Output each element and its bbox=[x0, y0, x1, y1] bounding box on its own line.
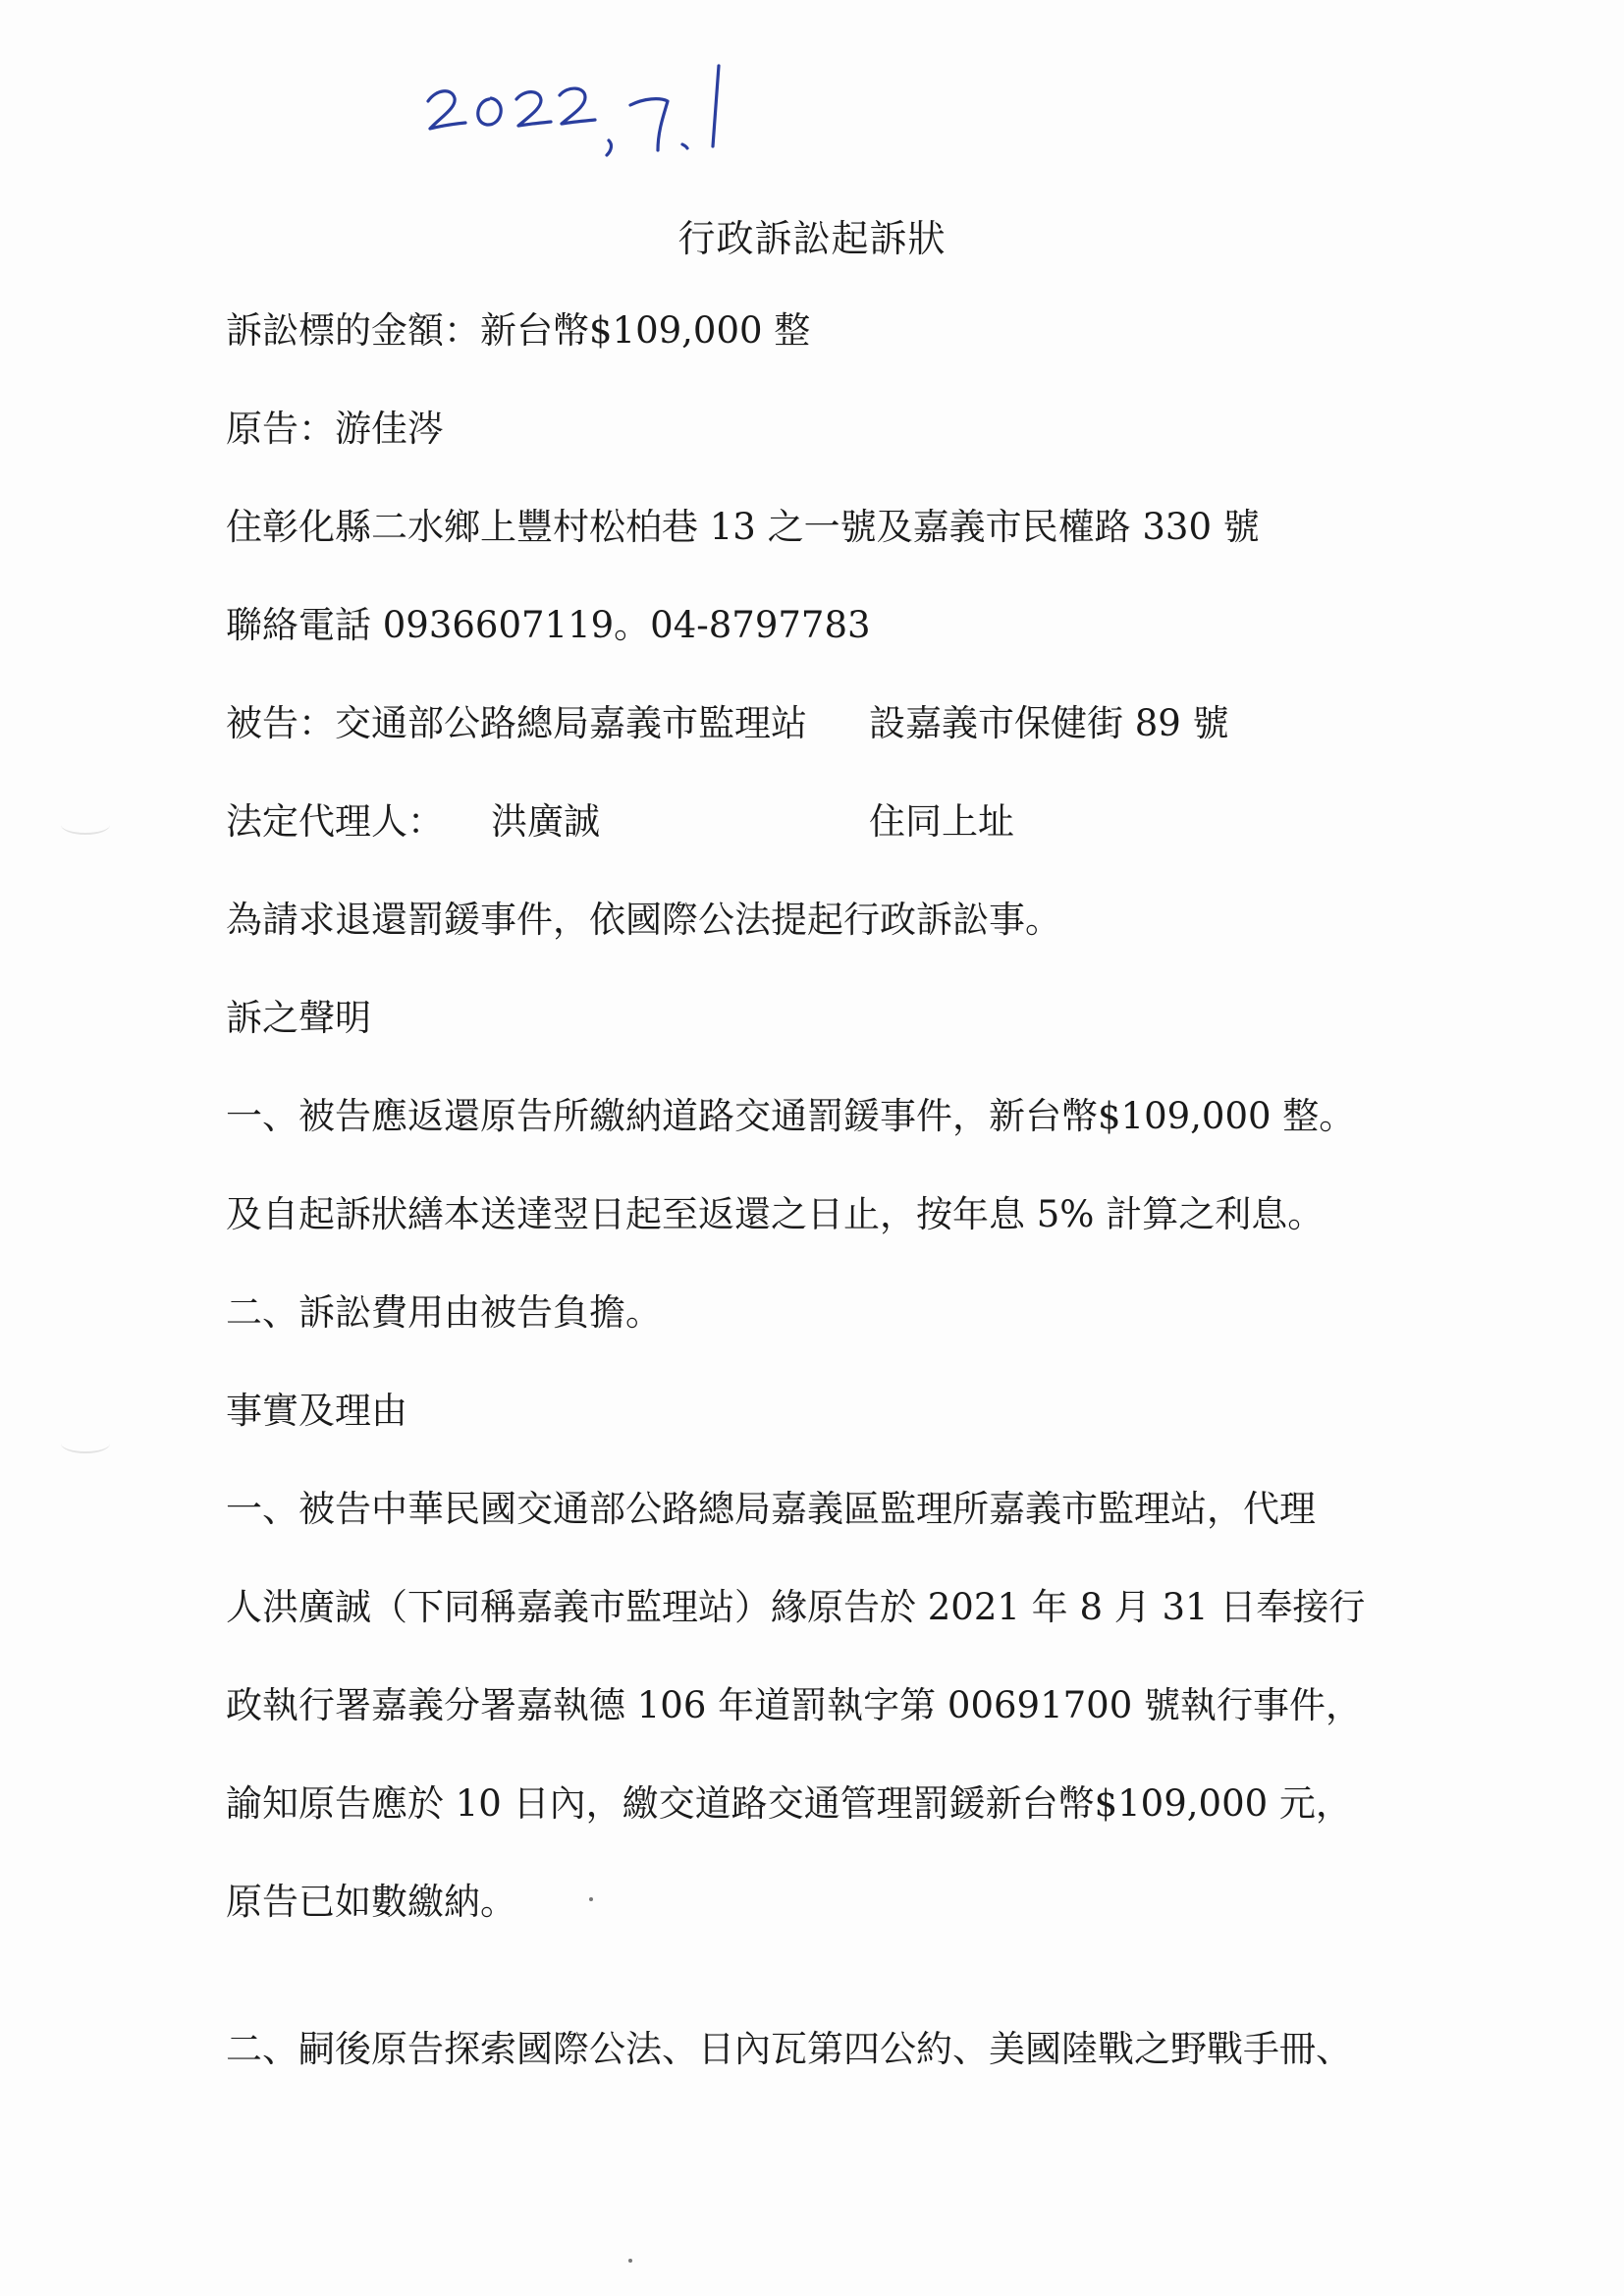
claim-1-line-1: 一、被告應返還原告所繳納道路交通罰鍰事件，新台幣$109,000 整。 bbox=[226, 1095, 1356, 1137]
claims-heading: 訴之聲明 bbox=[226, 997, 371, 1039]
agent-name: 洪廣誠 bbox=[491, 800, 600, 843]
defendant-label: 被告：交通部公路總局嘉義市監理站 bbox=[226, 702, 807, 744]
purpose-line: 為請求退還罰鍰事件，依國際公法提起行政訴訟事。 bbox=[226, 899, 1061, 941]
scan-speck bbox=[589, 1897, 593, 1901]
handwritten-date-drawing bbox=[422, 54, 746, 162]
plaintiff-phone-line: 聯絡電話 0936607119。04-8797783 bbox=[226, 604, 871, 646]
plaintiff-address-line: 住彰化縣二水鄉上豐村松柏巷 13 之一號及嘉義市民權路 330 號 bbox=[226, 506, 1260, 548]
claim-1-line-2: 及自起訴狀繕本送達翌日起至返還之日止，按年息 5% 計算之利息。 bbox=[226, 1193, 1325, 1235]
fact-1-line-5: 原告已如數繳納。 bbox=[226, 1881, 516, 1923]
agent-label: 法定代理人： bbox=[226, 800, 444, 843]
fact-1-line-1: 一、被告中華民國交通部公路總局嘉義區監理所嘉義市監理站，代理 bbox=[226, 1488, 1316, 1530]
facts-heading: 事實及理由 bbox=[226, 1390, 407, 1432]
fact-1-line-3: 政執行署嘉義分署嘉執德 106 年道罰執字第 00691700 號執行事件， bbox=[226, 1684, 1362, 1726]
fact-1-line-4: 諭知原告應於 10 日內，繳交道路交通管理罰鍰新台幣$109,000 元， bbox=[226, 1782, 1352, 1825]
fact-1-line-2: 人洪廣誠（下同稱嘉義市監理站）緣原告於 2021 年 8 月 31 日奉接行 bbox=[226, 1586, 1366, 1628]
defendant-address: 設嘉義市保健街 89 號 bbox=[869, 702, 1229, 744]
scan-speck bbox=[628, 2259, 632, 2263]
plaintiff-line: 原告：游佳涔 bbox=[226, 408, 444, 450]
scan-hole-mark bbox=[61, 815, 110, 835]
document-title: 行政訴訟起訴狀 bbox=[677, 217, 947, 260]
agent-address: 住同上址 bbox=[869, 800, 1014, 843]
claim-2-line: 二、訴訟費用由被告負擔。 bbox=[226, 1291, 662, 1334]
amount-line: 訴訟標的金額：新台幣$109,000 整 bbox=[226, 309, 811, 352]
scan-hole-mark bbox=[61, 1434, 110, 1453]
defendant-line bbox=[226, 702, 807, 745]
handwritten-date-signature bbox=[422, 54, 746, 162]
fact-2-line-1: 二、嗣後原告探索國際公法、日內瓦第四公約、美國陸戰之野戰手冊、 bbox=[226, 2028, 1352, 2070]
